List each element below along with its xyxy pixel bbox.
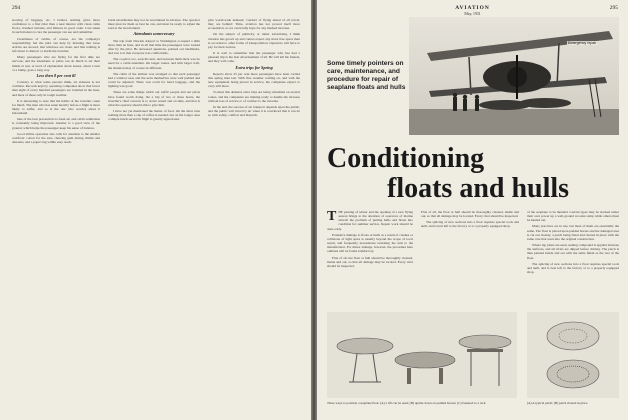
section-heading: Attendants unnecessary (133, 31, 175, 37)
paragraph: The splicing of new sections into a float requires special tools and skill, and is best left to the factory or to a properly equipped shop. (421, 220, 519, 229)
article-title-line1: Conditioning (327, 143, 485, 174)
paragraph: In the end, the success of air transport depends upon the public, and the public will travel by air when it is convinced that it can do so with safety, comfort and dispatch. (208, 104, 300, 118)
paragraph: Contrary to what some persons think, air sickness is not common. Records kept by operating companies show that fewer than eight of every hundred passengers are troubled in the least, and most of these only in rough weather. (12, 80, 100, 97)
paragraph (327, 210, 413, 231)
paragraph: Many passengers who are flying for the first time are nervous, and the attendants or pilots can do much to set their minds at rest. A word of explanation about noises, about a turn or a bump, goes a long way. (12, 55, 100, 72)
paragraph: give world-wide demand, 'conduct of flying ahead of all travel, they are behind.' Time, aviation has not proved itself more economical, so we can hardly hope for any marked increase. (208, 18, 300, 31)
left-column-2 (108, 18, 200, 414)
patch-detail-diagram (527, 312, 619, 398)
drop-cap: T (327, 210, 337, 224)
left-column-3 (208, 18, 300, 414)
paragraph: I have not yet mentioned the matter of food. On the short runs nothing more than a cup of coffee is needed, but on the longer ones a simple lunch served in flight is greatly appreciated. (108, 108, 200, 122)
magazine-name: AVIATION (455, 5, 490, 11)
patch-detail-diagram-art (527, 312, 619, 398)
paragraph: The trip from Newark Airport to Washington occupied a little more than an hour, and in all that time the passengers were looked after by the pilot. He answered questions, pointed out landmarks, and saw to it that everyone was comfortable. (108, 38, 200, 56)
section-heading: Extra trips for Spring (235, 64, 273, 70)
paragraph: Cleanliness of cabins, of course, are the company's responsibility, but the pilot can help by insisting that loose articles are stowed, that windows are clean, and that nothing is left about to distract or alarm the traveller. (12, 36, 100, 54)
article-column-2 (527, 210, 619, 308)
paragraph: One of the best preventives is fresh air, and cabin ventilation is constantly being improved. Another is a good view of the ground, which helps the passenger keep his sense of balance. (12, 117, 100, 130)
paragraph: First of all, the float or hull should be thoroughly cleaned, inside and out, so that all damage may be located. Every rivet should be inspected. (327, 255, 413, 268)
paragraph: To meet this demand, extra trips are being scheduled on several routes, and the companies are making ready to handle the increase without loss of service or of comfort to the traveller. (208, 90, 300, 103)
float-positioning-diagram (327, 312, 517, 398)
seaplane-photo (409, 17, 619, 135)
left-page-number: 294 (12, 5, 21, 11)
right-page-number: 295 (609, 5, 618, 11)
diagram-caption-left: Three ways to position a seaplane float: (A) a lift can be used; (B) upside down on padded horses; (C) fastened to a rack (327, 401, 486, 405)
running-header (317, 5, 628, 16)
left-page (0, 0, 311, 420)
paragraph: First of all, the float or hull should be thoroughly cleaned, inside and out, so that all damage may be located. Every rivet should be inspected. (421, 210, 519, 219)
seaplane-photo-art (409, 17, 619, 135)
article-column-middle (421, 210, 519, 308)
paragraph: On the subject of publicity, or rather advertising, I think aviation has grown up and cannot expect any more free space than is accorded to other forms of transportation. Operators will have to pay for their notices. (208, 32, 300, 49)
paragraph: loads nevertheless may not be ascertained in advance. The operator must plan for them as best he can, and must be ready to adjust the load at the last moment. (108, 18, 200, 31)
article-lede: Some timely pointers on care, maintenance, and procedure for repair of seaplane floats and hulls (327, 60, 406, 91)
paragraph: The cabin of the airliner was arranged so that each passenger had a window seat, and the seats themselves were well padded and could be adjusted. There was room for hand baggage, and the lighting was good. (108, 71, 200, 89)
issue-date: May, 1931 (464, 12, 481, 16)
paragraph: The splicing of new sections into a float requires special tools and skill, and is best left to the factory or to a properly equipped shop. (527, 261, 619, 275)
photo-caption: Emergency repair (568, 41, 597, 45)
section-heading: Less then 8 per cent ill (36, 72, 76, 78)
paragraph: It is well to remember that the passenger who has had a pleasant trip is the best advertisement of all. He will tell his friends, and they will come. (208, 51, 300, 64)
paragraph: Reports show 25 per cent more passengers have been carried this spring than last. With fine weather coming on, and with the new equipment being placed in service, the companies expect to carry still more. (208, 71, 300, 89)
paragraph: of the seaplane to be mended. Certain types may be stacked under their own power up a well-ground wooden ramp while others must be hauled out. (527, 210, 619, 223)
paragraph-text: HE passing of winter and the opening of a new flying season brings to the attention of operators of marine aircraft the problem of putting hulls and floats into condition for summer service. Repair work should be done early. (327, 210, 413, 231)
paragraph: It is interesting to note that the habits of the traveller count for much. The man who has eaten heavily before a flight is more likely to suffer, and so is the one who worries about it beforehand. (12, 98, 100, 116)
right-page (317, 0, 628, 420)
article-title-line2: floats and hulls (387, 173, 570, 204)
float-positioning-diagram-art (327, 312, 517, 398)
paragraph: Where lap joints are used, sealing compound is applied between the surfaces, and all rivets are dipped before driving. The patch is then painted inside and out with the same finish as the rest of the float. (527, 243, 619, 260)
left-column-1 (12, 18, 100, 414)
article-column-1 (327, 210, 413, 308)
diagram-caption-right: (A) A typical patch; (B) patch riveted in place (527, 401, 588, 405)
paragraph: These are some things which our traffic people and our pilots have found worth doing. On a trip of two or three hours, the traveller's chief concern is to arrive rested and on time, and that is what the operator should aim to give him. (108, 90, 200, 107)
paragraph: stowing of baggage, etc. I believe nothing gives more confidence to a first rider than a neat interior with clean cabin floors, brushed curtains, and fixtures in good order. Care taken in such matters is care the passenger can see and remember. (12, 18, 100, 35)
paragraph: Many practices are in use, but most of them are essentially the same. The float is placed upon padded horses and the damaged area is cut out cleanly, a patch being fitted and riveted in place with the same care that went into the original construction. (527, 224, 619, 241)
paragraph: Extensive damage to floats or hulls as a result of crashes or collisions of light spars is usually beyond the scope of local repair, and frequently necessitates returning the unit to the manufacturer. For minor damage, however, the procedure here outlined will be found satisfactory. (327, 232, 413, 254)
paragraph: Good airline operation also calls for attention to the smaller comforts: cotton for the ears, chewing gum during climbs and descents, and a paper bag within easy reach. (12, 131, 100, 145)
paragraph: The co-pilot, too, took his turn, and between them there was no need for a cabin attendant. On longer routes, and with larger craft, the situation may of course be different. (108, 57, 200, 70)
